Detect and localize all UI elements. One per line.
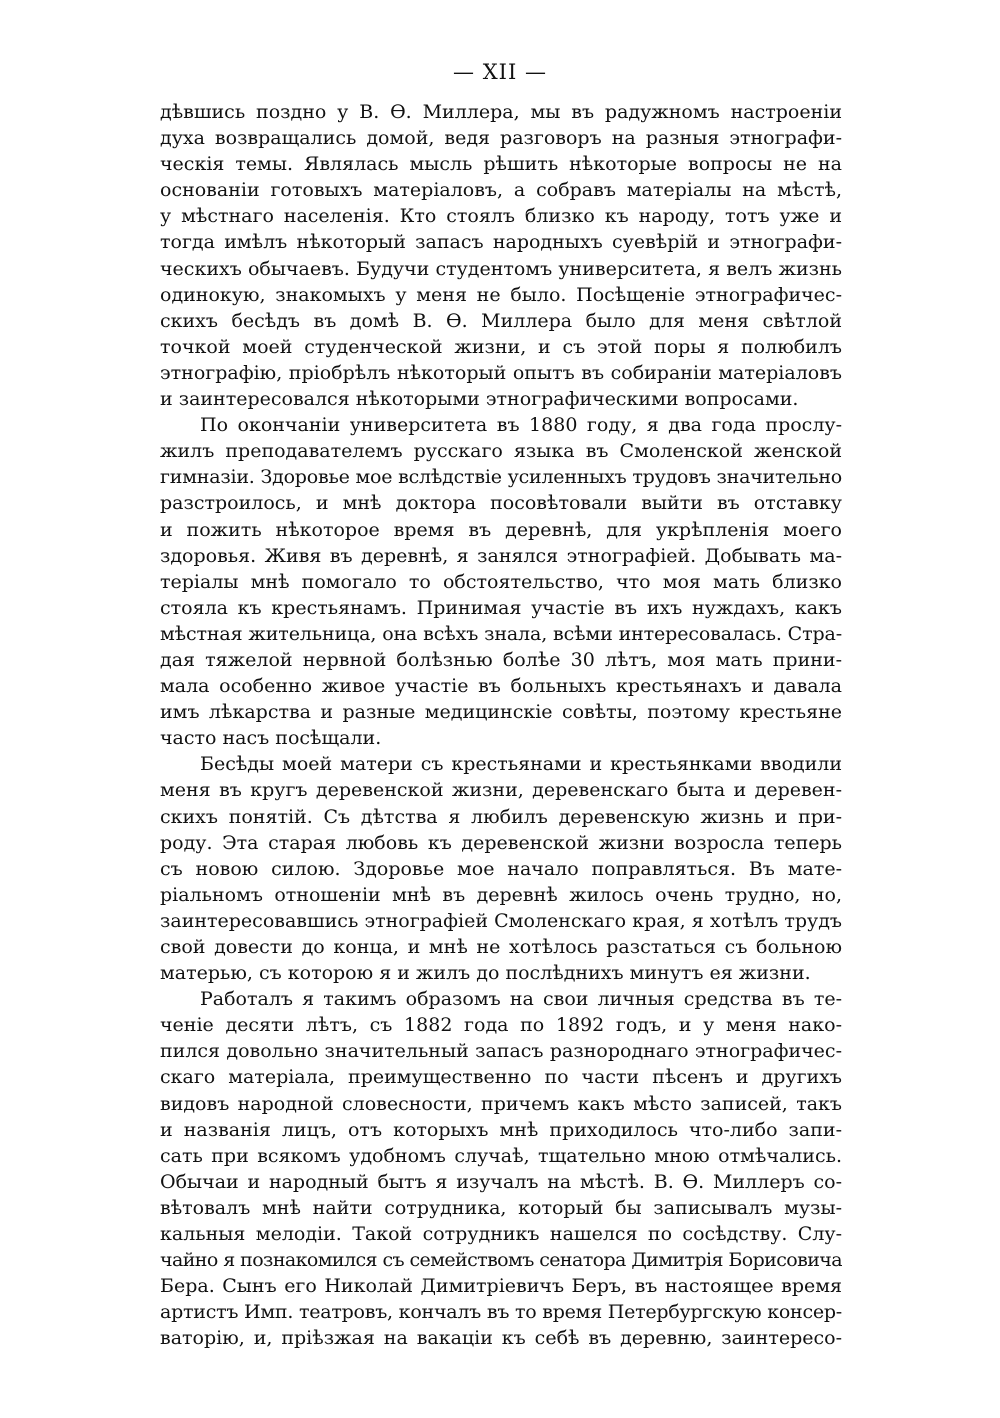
text-line: ческихъ обычаевъ. Будучи студентомъ университета, я велъ жизнь [160,257,842,280]
text-line: одинокую, знакомыхъ у меня не было. Посѣщеніе этнографичес- [160,283,842,306]
text-line: ческія темы. Являлась мысль рѣшить нѣкоторые вопросы не на [160,153,842,176]
text-line: тогда имѣлъ нѣкоторый запасъ народныхъ суевѣрій и этнографи- [160,231,842,254]
text-line: этнографію, пріобрѣлъ нѣкоторый опытъ въ собираніи матеріаловъ [160,361,842,384]
text-line: у мѣстнаго населенія. Кто стоялъ близко къ народу, тотъ уже и [160,205,842,228]
text-line: Бера. Сынъ его Николай Димитріевичъ Беръ, въ настоящее время [160,1275,842,1298]
text-line: дѣвшись поздно у В. Ѳ. Миллера, мы въ радужномъ настроеніи [160,101,842,123]
text-line: духа возвращались домой, ведя разговоръ на разныя этнографи- [160,127,842,150]
text-line: сать при всякомъ удобномъ случаѣ, тщательно мною отмѣчались. [160,1144,842,1167]
text-line: съ новою силою. Здоровье мое начало поправляться. Въ мате- [160,857,842,880]
text-line: дая тяжелой нервной болѣзнью болѣе 30 лѣтъ, моя мать прини- [160,648,842,671]
text-line: видовъ народной словесности, причемъ какъ мѣсто записей, такъ [160,1092,842,1115]
text-line: По окончаніи университета въ 1880 году, я два года прослу- [200,414,842,437]
text-line: ваторію, и, пріѣзжая на вакаціи къ себѣ въ деревню, заинтересо- [160,1327,842,1350]
text-line: здоровья. Живя въ деревнѣ, я занялся этнографіей. Добывать ма- [160,544,842,567]
text-line: Обычаи и народный бытъ я изучалъ на мѣстѣ. В. Ѳ. Миллеръ со- [160,1170,842,1193]
text-line: свой довести до конца, и мнѣ не хотѣлось разстаться съ больною [160,936,842,958]
text-line: Бесѣды моей матери съ крестьянами и крестьянками вводили [200,753,842,776]
text-line: роду. Эта старая любовь къ деревенской жизни возросла теперь [160,831,842,854]
text-line: заинтересовавшись этнографіей Смоленскаго края, я хотѣлъ трудъ [160,909,842,932]
text-line: разстроилось, и мнѣ доктора посовѣтовали выйти въ отставку [160,492,842,515]
text-line: матерью, съ которою я и жилъ до послѣднихъ минутъ ея жизни. [160,962,811,985]
text-line: меня въ кругъ деревенской жизни, деревенскаго быта и деревен- [160,779,842,802]
text-line: скаго матеріала, преимущественно по части пѣсенъ и другихъ [160,1066,842,1089]
text-line: и названія лицъ, отъ которыхъ мнѣ приходилось что-либо запи- [160,1118,842,1141]
text-line: жилъ преподавателемъ русскаго языка въ Смоленской женской [160,440,842,463]
text-line: теріалы мнѣ помогало то обстоятельство, что моя мать близко [160,570,842,593]
text-line: имъ лѣкарства и разные медицинскіе совѣты, поэтому крестьяне [160,701,842,724]
text-line: мала особенно живое участіе въ больныхъ крестьянахъ и давала [160,675,842,698]
text-line: ріальномъ отношеніи мнѣ въ деревнѣ жилось очень трудно, но, [160,883,842,906]
text-line: и заинтересовался нѣкоторыми этнографическими вопросами. [160,388,799,411]
text-line: чайно я познакомился съ семействомъ сенатора Димитрія Борисовича [160,1249,842,1272]
text-line: часто насъ посѣщали. [160,727,382,750]
text-line: и пожить нѣкоторое время въ деревнѣ, для укрѣпленія моего [160,518,842,541]
text-line: скихъ бесѣдъ въ домѣ В. Ѳ. Миллера было для меня свѣтлой [160,309,842,332]
text-line: ченіе десяти лѣтъ, съ 1882 года по 1892 годъ, и у меня нако- [160,1014,842,1037]
text-line: вѣтовалъ мнѣ найти сотрудника, который бы записывалъ музы- [160,1196,842,1219]
text-line: гимназіи. Здоровье мое вслѣдствіе усиленныхъ трудовъ значительно [160,466,842,489]
page-number: — XII — [453,60,547,84]
text-line: Работалъ я такимъ образомъ на свои личныя средства въ те- [200,988,842,1011]
text-line: основаніи готовыхъ матеріаловъ, а собравъ матеріалы на мѣстѣ, [160,179,842,202]
text-line: пился довольно значительный запасъ разнороднаго этнографичес- [160,1040,842,1063]
text-line: точкой моей студенческой жизни, и съ этой поры я полюбилъ [160,335,842,358]
text-line: мѣстная жительница, она всѣхъ знала, всѣми интересовалась. Стра- [160,622,842,645]
text-line: кальныя мелодіи. Такой сотрудникъ нашелся по сосѣдству. Слу- [160,1223,842,1246]
text-line: стояла къ крестьянамъ. Принимая участіе въ ихъ нуждахъ, какъ [160,596,842,619]
text-line: скихъ понятій. Съ дѣтства я любилъ деревенскую жизнь и при- [160,805,842,828]
text-line: артистъ Имп. театровъ, кончалъ въ то время Петербургскую консер- [160,1301,842,1324]
body-text [160,99,842,1352]
